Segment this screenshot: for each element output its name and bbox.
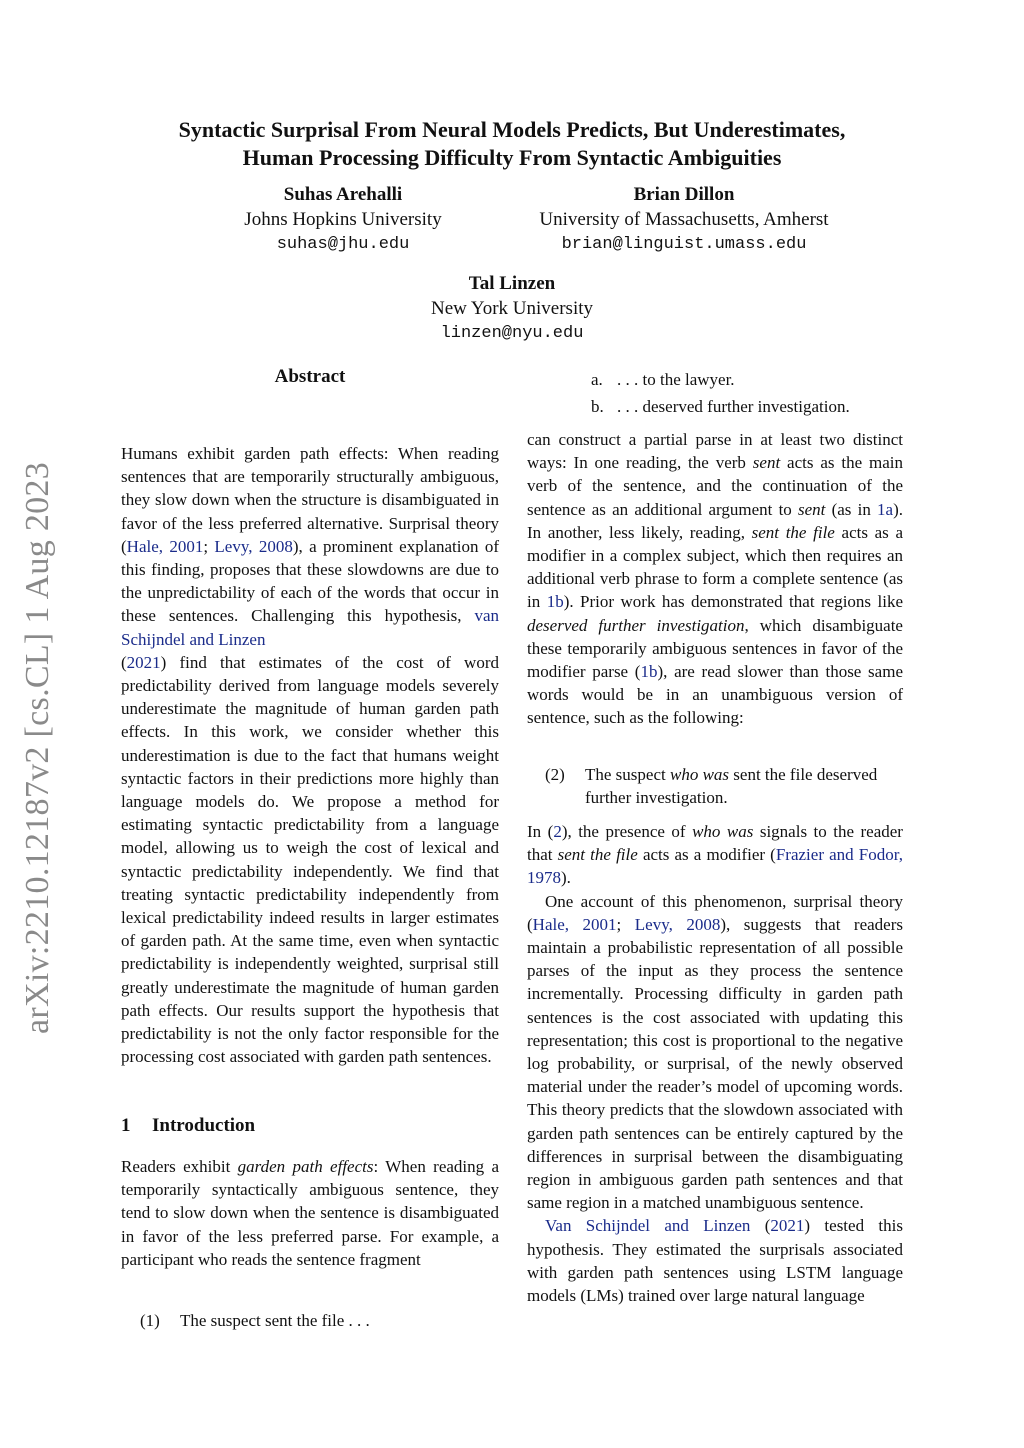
author-name: Tal Linzen xyxy=(468,273,556,294)
example-1b: b. . . . deserved further investigation. xyxy=(591,397,850,416)
citation-year-link[interactable]: 2021 xyxy=(770,1216,805,1236)
body-paragraph: Van Schijndel and Linzen (2021) tested this hypothesis. They estimated the surprisals associated with garden path sentences using LSTM language models (LMs) trained over large natural language xyxy=(527,1216,903,1306)
author-name: Brian Dillon xyxy=(633,184,735,205)
paper-title xyxy=(100,116,924,172)
citation-link[interactable]: van Schijndel and Linzen xyxy=(121,606,499,649)
citation-link[interactable]: Hale, 2001 xyxy=(532,914,617,934)
author-affiliation: Johns Hopkins University xyxy=(244,209,442,230)
example-text: The suspect sent the file . . . xyxy=(180,1311,370,1330)
example-1 xyxy=(140,1309,370,1332)
example-ref-link[interactable]: 1b xyxy=(546,592,564,612)
example-ref-link[interactable]: 1a xyxy=(877,499,894,519)
example-2 xyxy=(545,763,905,809)
citation-link[interactable]: Van Schijndel and Linzen xyxy=(545,1216,751,1236)
section-heading: 1 Introduction xyxy=(121,1115,256,1136)
title-line-2: Human Processing Difficulty From Syntactic Ambiguities xyxy=(242,145,782,170)
intro-paragraph: Readers exhibit garden path effects: When reading a temporarily syntactically ambiguous sentence, they tend to slow down when the sentence is disambiguated in favor of the less preferred parse. For example, a participant who reads the sentence fragment xyxy=(121,1157,500,1269)
citation-link[interactable]: Hale, 2001 xyxy=(126,536,204,556)
example-label: (1) xyxy=(140,1311,160,1330)
abstract-heading: Abstract xyxy=(274,366,346,387)
example-ref-link[interactable]: 1b xyxy=(640,662,658,682)
author-email[interactable]: linzen@nyu.edu xyxy=(440,324,584,343)
example-1a: a. . . . to the lawyer. xyxy=(591,370,735,389)
citation-link[interactable]: Frazier and Fodor, 1978 xyxy=(527,845,903,888)
abstract-paragraph: Humans exhibit garden path effects: When reading sentences that are temporarily structurally ambiguous, they slow down when the structure is disambiguated in favor of the less preferred alternative. Surprisal theory (Hale, 2001; Levy, 2008), a prominent explanation of this finding, proposes that these slowdowns are due to the unpredictability of each of the words that occur in these sentences. Challenging this hypothesis, van Schijndel and Linzen (2021) find that estimates of the cost of word predictability derived from language models severely underestimate the magnitude of human garden path effects. In this work, we consider whether this underestimation is due to the fact that humans weight syntactic factors in their predictions more highly than language models do. We propose a method for estimating syntactic predictability from a language model, allowing us to weigh the cost of lexical and syntactic predictability independently. We find that treating syntactic predictability independently from lexical predictability indeed results in larger estimates of garden path. At the same time, even when syntactic predictability is independently weighted, surprisal still greatly underestimate the magnitude of human garden path effects. Our results support the hypothesis that predictability is not the only factor responsible for the processing cost associated with garden path sentences. xyxy=(121,444,499,1067)
abstract-body xyxy=(121,442,499,1068)
author-affiliation: New York University xyxy=(430,298,594,319)
author-email[interactable]: suhas@jhu.edu xyxy=(276,235,410,254)
author-name: Suhas Arehalli xyxy=(283,184,403,205)
body-paragraph: One account of this phenomenon, surprisal theory (Hale, 2001; Levy, 2008), suggests that readers maintain a probabilistic representation of all possible parses of the input as they process the sentence incrementally. Processing difficulty in garden path sentences is the cost associated with updating this representation; this cost is proportional to the negative log probability, or surprisal, of the newly observed material under the reader’s model of upcoming words. This theory predicts that the slowdown associated with garden path sentences can be entirely captured by the differences in surprisal between the disambiguating region in ambiguous garden path sentences and that same region in a matched unambiguous sentence. xyxy=(527,891,904,1213)
author-email[interactable]: brian@linguist.umass.edu xyxy=(561,235,807,254)
author-block-3 xyxy=(382,271,642,346)
title-line-1: Syntactic Surprisal From Neural Models Predicts, But Underestimates, xyxy=(178,117,846,142)
example-ref-link[interactable]: 2 xyxy=(553,822,562,841)
arxiv-identifier xyxy=(9,455,67,1040)
citation-link[interactable]: Levy, 2008 xyxy=(634,914,721,934)
author-affiliation: University of Massachusetts, Amherst xyxy=(539,209,829,230)
example-text: The suspect who was sent the file deserved further investigation. xyxy=(585,765,878,807)
introduction-body xyxy=(121,1155,499,1271)
author-block-2 xyxy=(512,182,856,257)
body-paragraph: can construct a partial parse in at least two distinct ways: In one reading, the verb sent acts as the main verb of the sentence, and the continuation of the sentence as an additional argument to sent (as in 1a). In another, less likely, reading, sent the file acts as a modifier in a complex subject, which then requires an additional verb phrase to form a complete sentence (as in 1b). Prior work has demonstrated that regions like deserved further investigation, which disambiguate these temporarily ambiguous sentences in favor of the modifier parse (1b), are read slower than those same words would be in an unambiguous version of sentence, such as the following: xyxy=(527,430,904,728)
example-label: (2) xyxy=(545,765,565,784)
citation-link[interactable]: Levy, 2008 xyxy=(214,536,293,556)
author-block-1 xyxy=(214,182,472,257)
right-column-text-2 xyxy=(527,820,903,1307)
body-paragraph: In (2), the presence of who was signals to the reader that sent the file acts as a modifier (Frazier and Fodor, 1978). xyxy=(527,822,903,888)
right-column-text-1 xyxy=(527,428,903,730)
citation-year-link[interactable]: 2021 xyxy=(126,652,161,672)
arxiv-identifier-text: arXiv:2210.12187v2 [cs.CL] 1 Aug 2023 xyxy=(19,461,56,1034)
